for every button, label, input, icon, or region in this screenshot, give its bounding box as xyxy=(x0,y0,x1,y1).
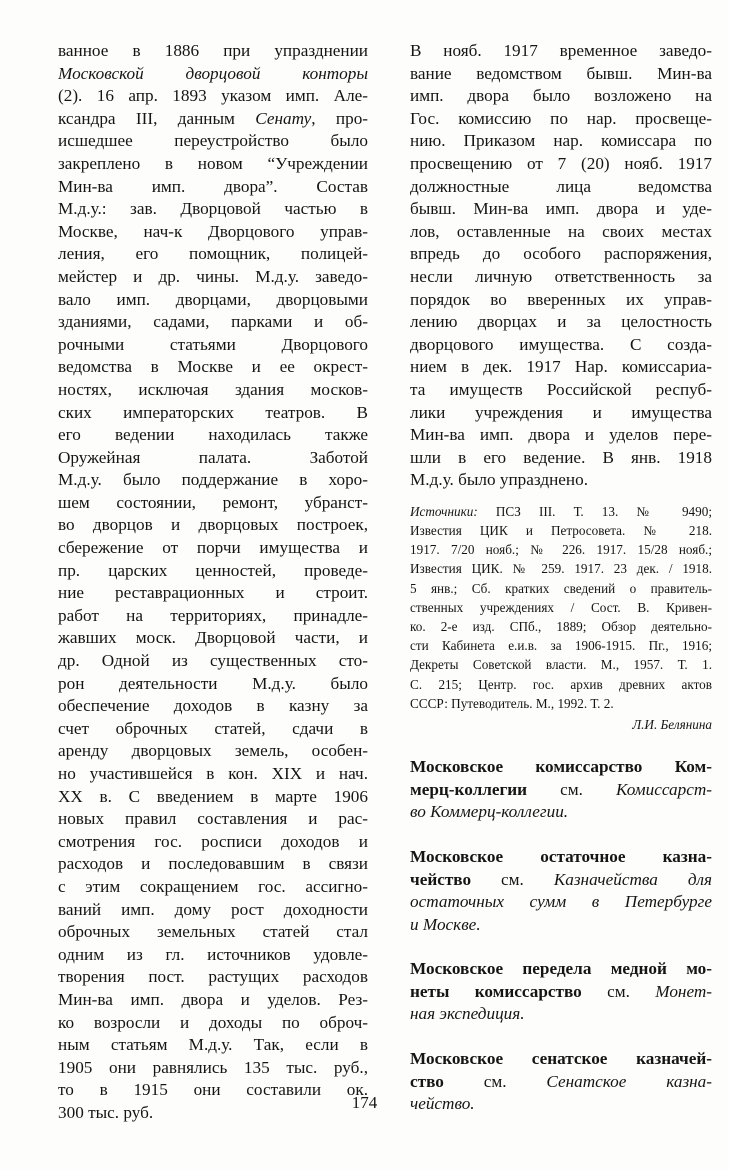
entry-headword: ство xyxy=(410,1071,444,1091)
entry-moscow-commerce-commissariat xyxy=(410,756,712,824)
text-line: (2). 16 апр. 1893 указом имп. Але- xyxy=(58,86,368,106)
text-line: шли в его ведение. В янв. 1918 xyxy=(410,447,712,467)
entry-moscow-copper-coin-commissariat xyxy=(410,958,712,1026)
text-line xyxy=(58,63,368,86)
text-line: XX в. С введением в марте 1906 xyxy=(58,786,368,806)
entry-headword: мерц-коллегии xyxy=(410,779,528,799)
sources-line: ко. 2-е изд. СПб., 1889; Обзор деятельно- xyxy=(410,619,712,634)
text-line: ксандра III, данным Сенату, про- xyxy=(58,108,368,128)
text-line: расходов и последовавшим в связи xyxy=(58,854,368,874)
entry-headword: Московское передела медной мо- xyxy=(410,959,712,979)
cross-reference: во Коммерц-коллегии. xyxy=(410,802,569,822)
sources-first-line xyxy=(410,502,712,521)
text-line: рон деятельности М.д.у. было xyxy=(58,673,368,693)
text-line: та имуществ Российской респуб- xyxy=(410,379,712,399)
cross-reference: Монет- xyxy=(655,981,712,1001)
entry-line xyxy=(410,958,712,981)
entry-line xyxy=(410,1071,712,1094)
cross-reference: ная экспедиция. xyxy=(410,1004,525,1024)
text-line: лению дворцах и за целостность xyxy=(410,312,712,332)
text-line: М.д.у. было упразднено. xyxy=(410,470,588,490)
text-line: Мин-ва имп. двора и уделов. Рез- xyxy=(58,989,368,1009)
text-line: закреплено в новом “Учреждении xyxy=(58,153,368,173)
page-number: 174 xyxy=(351,1093,378,1112)
text-line: шем состоянии, ремонт, убранст- xyxy=(58,492,368,512)
text-line: Мин-ва имп. двора”. Состав xyxy=(58,176,368,196)
right-column-text xyxy=(410,40,712,492)
left-column-text xyxy=(58,40,368,1125)
text-line: ным статьям М.д.у. Так, если в xyxy=(58,1035,368,1055)
text-line: ванное в 1886 при упразднении xyxy=(58,41,368,60)
text-line: нию. Приказом нар. комиссара по xyxy=(410,131,712,151)
entry-moscow-residual-treasury xyxy=(410,846,712,936)
sources-line: Известия ЦИК. № 259. 1917. 23 дек. / 1918. xyxy=(410,561,712,577)
text-line: оброчных земельных статей стал xyxy=(58,922,368,942)
text-line: бывш. Мин-ва имп. двора и уде- xyxy=(410,199,712,219)
entry-line xyxy=(410,801,712,824)
author-signature: Л.И. Белянина xyxy=(632,716,712,732)
text-line: лики учреждения и имущества xyxy=(410,402,712,422)
text-line: несли личную ответственность за xyxy=(410,266,712,286)
sources-line: Известия ЦИК и Петросовета. № 218. xyxy=(410,523,712,539)
text-line: творения пост. растущих расходов xyxy=(58,967,368,987)
text-line: вало имп. дворцами, дворцовыми xyxy=(58,289,368,309)
text-line: имп. двора было возложено на xyxy=(410,86,712,106)
sources-line: сти Кабинета е.и.в. за 1906-1915. Пг., 1916; xyxy=(410,638,712,654)
right-column xyxy=(410,40,712,1116)
text-line: зданиями, садами, парками и об- xyxy=(58,312,368,332)
cross-reference: чейство. xyxy=(410,1094,475,1114)
sources-line: ПСЗ III. Т. 13. № 9490; xyxy=(495,503,712,519)
text-line: счет оброчных статей, сдачи в xyxy=(58,718,368,738)
sources-line: СССР: Путеводитель. М., 1992. Т. 2. xyxy=(410,695,614,711)
text-line: ваний имп. дому рост доходности xyxy=(58,899,368,919)
text-line: М.д.у. было поддержание в хоро- xyxy=(58,470,368,490)
text-line: нием в дек. 1917 Нар. комиссариа- xyxy=(410,357,712,377)
entry-headword: чейство xyxy=(410,869,472,889)
cross-reference: Сенатское казна- xyxy=(546,1071,712,1091)
entry-line xyxy=(410,1003,712,1026)
text-line: Гос. комиссию по нар. просвеще- xyxy=(410,108,712,128)
text-line: его ведении находилась также xyxy=(58,425,368,445)
sources-line: 1917. 7/20 нояб.; № 226. 1917. 15/28 нояб.; xyxy=(410,542,712,558)
text-line: лов, оставленные на своих местах xyxy=(410,221,712,241)
italic-term: Сенату xyxy=(255,108,312,128)
text-line: с этим сокращением гос. ассигно- xyxy=(58,876,368,896)
text-line: ко возросли и доходы по оброч- xyxy=(58,1012,368,1032)
see-reference: см. xyxy=(471,869,554,889)
italic-term: Московской дворцовой конторы xyxy=(58,63,368,83)
sources-line: Декреты Советской власти. М., 1957. Т. 1. xyxy=(410,657,712,673)
text-line: сбережение от порчи имущества и xyxy=(58,538,368,558)
text-line: то в 1915 они составили ок. xyxy=(58,1080,368,1100)
text-line: ления, его помощник, полицей- xyxy=(58,244,368,264)
entry-line xyxy=(410,779,712,802)
text-line: аренду дворцовых земель, особен- xyxy=(58,741,368,761)
entry-headword: Московское сенатское казначей- xyxy=(410,1049,712,1069)
text-line: но участившейся в кон. XIX и нач. xyxy=(58,764,368,783)
text-line: дворцового имущества. С созда- xyxy=(410,334,712,354)
entry-line xyxy=(410,914,712,937)
see-reference: см. xyxy=(527,779,616,799)
sources-label: Источники: xyxy=(410,503,478,519)
text-line: Оружейная палата. Заботой xyxy=(58,447,368,467)
text-line: ние реставрационных и строит. xyxy=(58,583,368,603)
left-column xyxy=(58,40,368,1125)
text-line: смотрения гос. росписи доходов и xyxy=(58,831,368,851)
text-line: просвещению от 7 (20) нояб. 1917 xyxy=(410,153,712,173)
text-line: мейстер и др. чины. М.д.у. заведо- xyxy=(58,266,368,286)
text-line: 1905 они равнялись 135 тыс. руб., xyxy=(58,1057,368,1077)
text-line: обеспечение доходов в казну за xyxy=(58,696,368,716)
see-reference: см. xyxy=(581,981,656,1001)
sources-line: ственных учреждениях / Сост. В. Кривен- xyxy=(410,599,712,615)
entry-headword: неты комиссарство xyxy=(410,981,582,1001)
cross-reference: Казначейства для xyxy=(553,869,712,889)
text-line: одним из гл. источников удовле- xyxy=(58,944,368,964)
see-reference: см. xyxy=(443,1071,547,1091)
entry-headword: Московское остаточное казна- xyxy=(410,846,712,866)
cross-reference: и Москве. xyxy=(410,914,481,934)
text-line: 300 тыс. руб. xyxy=(58,1102,154,1122)
text-line: жавших моск. Дворцовой части, и xyxy=(58,628,368,648)
text-line: впредь до особого распоряжения, xyxy=(410,244,712,264)
text-line: М.д.у.: зав. Дворцовой частью в xyxy=(58,199,368,219)
text-line: порядок во вверенных их управ- xyxy=(410,289,712,309)
text-line: В нояб. 1917 временное заведо- xyxy=(410,41,712,60)
text-line: ских императорских театров. В xyxy=(58,402,368,422)
sources-rest xyxy=(410,521,712,713)
text-line: рочными статьями Дворцового xyxy=(58,334,368,354)
entry-line xyxy=(410,981,712,1004)
text-line: пр. царских ценностей, проведе- xyxy=(58,560,368,580)
entry-line xyxy=(410,891,712,914)
entry-headword: Московское комиссарство Ком- xyxy=(410,757,712,777)
text-line: во дворцов и дворцовых построек, xyxy=(58,515,368,535)
text-line: работ на территориях, принадле- xyxy=(58,605,368,625)
entry-line xyxy=(410,1048,712,1071)
text-line: Мин-ва имп. двора и уделов пере- xyxy=(410,425,712,445)
text-line: Москве, нач-к Дворцового управ- xyxy=(58,221,368,241)
sources-line: 5 янв.; Сб. кратких сведений о правитель- xyxy=(410,580,712,596)
text-line: должностные лица ведомства xyxy=(410,176,712,196)
entry-line xyxy=(410,846,712,869)
entry-line xyxy=(410,869,712,892)
cross-reference: Комиссарст- xyxy=(615,779,712,799)
text-line: новых правил составления и рас- xyxy=(58,809,368,829)
text-line: исшедшее переустройство было xyxy=(58,131,368,151)
text-line: вание ведомством бывш. Мин-ва xyxy=(410,63,712,83)
sources-line: С. 215; Центр. гос. архив древних актов xyxy=(410,676,712,692)
cross-reference: остаточных сумм в Петербурге xyxy=(410,892,712,912)
text-line: др. Одной из существенных сто- xyxy=(58,651,368,671)
text-line: ностях, исключая здания москов- xyxy=(58,379,368,399)
entry-line xyxy=(410,756,712,779)
sources-block xyxy=(410,502,712,734)
text-line: ведомства в Москве и ее окрест- xyxy=(58,357,368,377)
